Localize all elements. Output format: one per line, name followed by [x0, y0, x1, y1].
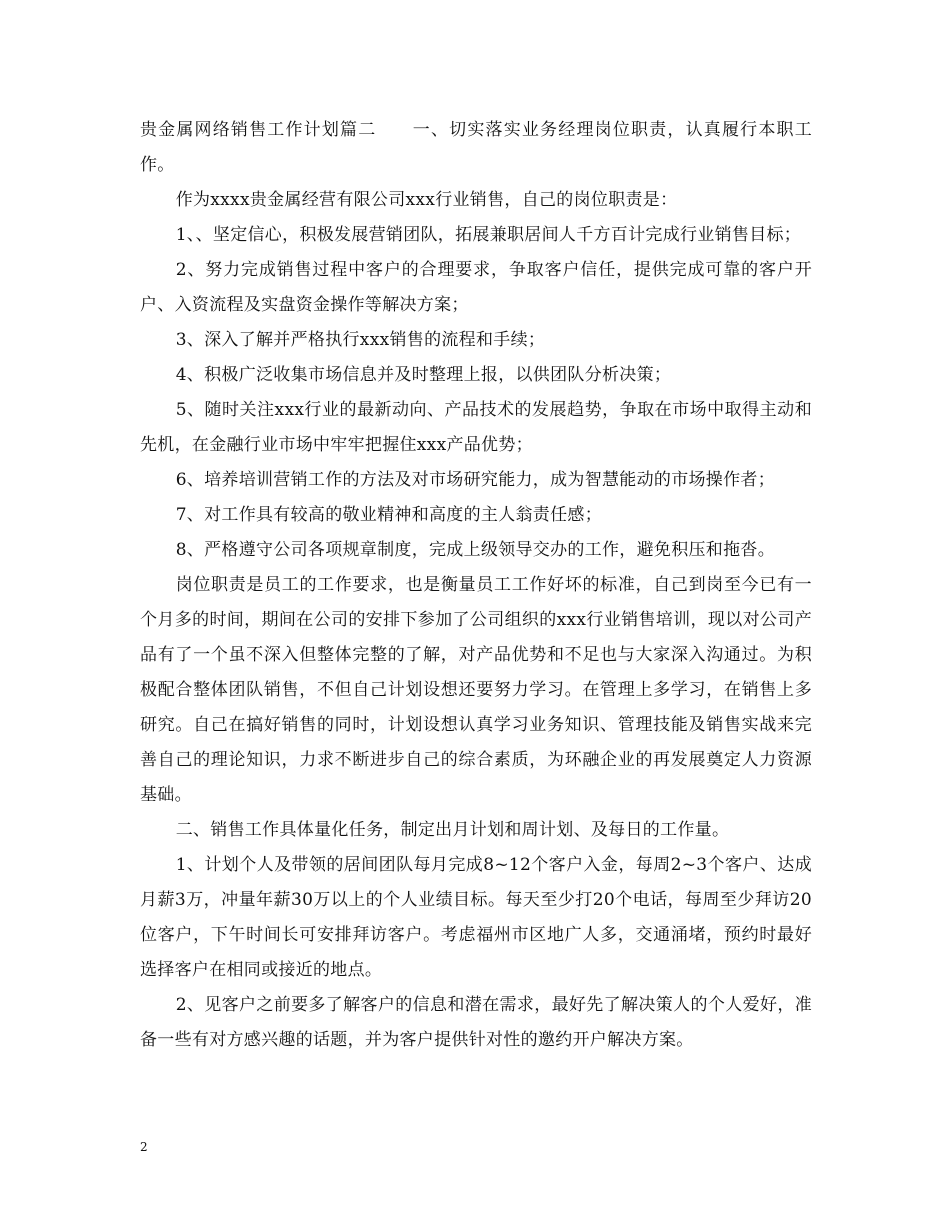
paragraph-1: 贵金属网络销售工作计划篇二 一、切实落实业务经理岗位职责，认真履行本职工作。: [140, 120, 812, 175]
paragraph-8: 6、培养培训营销工作的方法及对市场研究能力，成为智慧能动的市场操作者；: [175, 470, 776, 490]
paragraph-5: 3、深入了解并严格执行xxx销售的流程和手续；: [175, 330, 546, 350]
paragraph-7: 5、随时关注xxx行业的最新动向、产品技术的发展趋势，争取在市场中取得主动和先机，在金融行业市场中牢牢把握住xxx产品优势；: [140, 400, 812, 455]
paragraph-10: 8、严格遵守公司各项规章制度，完成上级领导交办的工作，避免积压和拖沓。: [175, 540, 776, 560]
page-number: 2: [140, 1140, 148, 1154]
paragraph-14: 2、见客户之前要多了解客户的信息和潜在需求，最好先了解决策人的个人爱好，准备一些有对方感兴趣的话题，并为客户提供针对性的邀约开户解决方案。: [140, 995, 812, 1050]
paragraph-12: 二、销售工作具体量化任务，制定出月计划和周计划、及每日的工作量。: [175, 820, 730, 840]
paragraph-6: 4、积极广泛收集市场信息并及时整理上报，以供团队分析决策；: [175, 365, 672, 385]
paragraph-9: 7、对工作具有较高的敬业精神和高度的主人翁责任感；: [175, 505, 603, 525]
paragraph-3: 1、、坚定信心，积极发展营销团队，拓展兼职居间人千方百计完成行业销售目标；: [175, 225, 802, 245]
document-body: [140, 113, 812, 1058]
paragraph-11: 岗位职责是员工的工作要求，也是衡量员工工作好坏的标准，自己到岗至今已有一个月多的时间，期间在公司的安排下参加了公司组织的xxx行业销售培训，现以对公司产品有了一个虽不深入但整体完整的了解，对产品优势和不足也与大家深入沟通过。为积极配合整体团队销售，不但自己计划设想还要努力学习。在管理上多学习，在销售上多研究。自己在搞好销售的同时，计划设想认真学习业务知识、管理技能及销售实战来完善自己的理论知识，力求不断进步自己的综合素质，为环融企业的再发展奠定人力资源基础。: [140, 575, 812, 805]
paragraph-2: 作为xxxx贵金属经营有限公司xxx行业销售，自己的岗位职责是：: [175, 190, 678, 210]
paragraph-4: 2、努力完成销售过程中客户的合理要求，争取客户信任，提供完成可靠的客户开户、入资流程及实盘资金操作等解决方案；: [140, 260, 812, 315]
paragraph-13: 1、计划个人及带领的居间团队每月完成8~12个客户入金，每周2~3个客户、达成月薪3万，冲量年薪30万以上的个人业绩目标。每天至少打20个电话，每周至少拜访20位客户，下午时间长可安排拜访客户。考虑福州市区地广人多，交通涌堵，预约时最好选择客户在相同或接近的地点。: [140, 855, 812, 980]
